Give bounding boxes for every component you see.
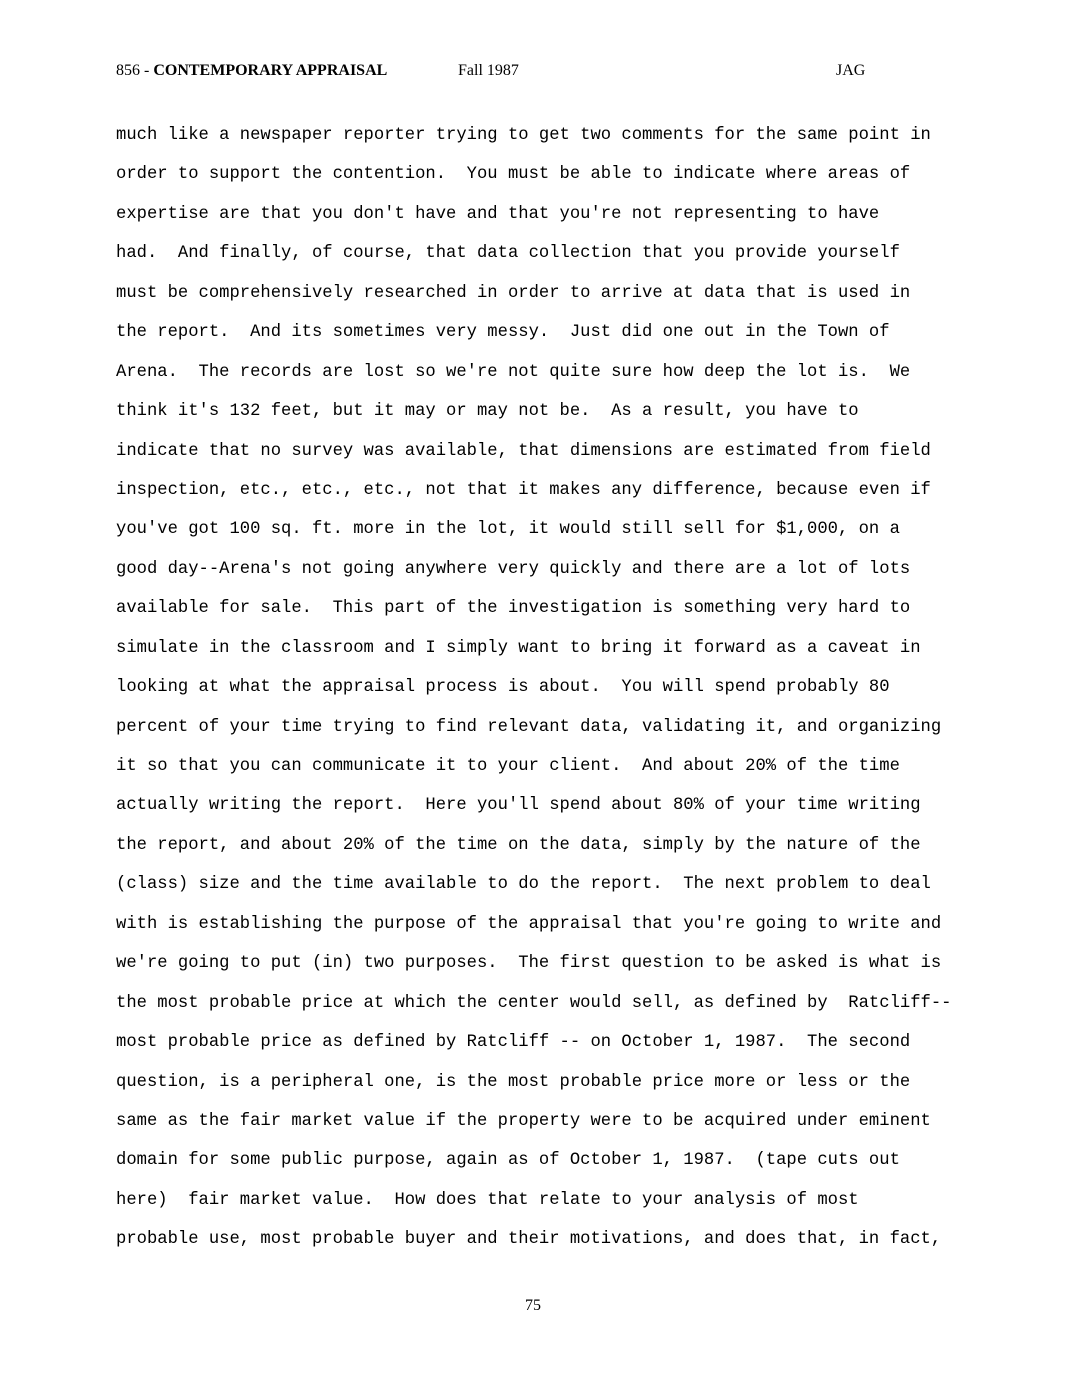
author-initials: JAG [836, 62, 866, 79]
text-line: inspection, etc., etc., etc., not that it makes any difference, because even if [116, 480, 931, 500]
text-line: indicate that no survey was available, that dimensions are estimated from field [116, 441, 931, 461]
text-line: probable use, most probable buyer and their motivations, and does that, in fact, [116, 1230, 942, 1250]
text-line: same as the fair market value if the property were to be acquired under eminent [116, 1111, 931, 1131]
text-line: domain for some public purpose, again as of October 1, 1987. (tape cuts out [116, 1151, 900, 1171]
transcript-body [116, 120, 976, 1264]
text-line: good day--Arena's not going anywhere very quickly and there are a lot of lots [116, 559, 911, 579]
text-line: expertise are that you don't have and that you're not representing to have [116, 204, 880, 224]
text-line: order to support the contention. You must be able to indicate where areas of [116, 165, 911, 185]
text-line: available for sale. This part of the investigation is something very hard to [116, 599, 911, 619]
text-line: the report. And its sometimes very messy. Just did one out in the Town of [116, 323, 890, 343]
course-heading [116, 62, 387, 80]
text-line: think it's 132 feet, but it may or may not be. As a result, you have to [116, 402, 859, 422]
course-title: CONTEMPORARY APPRAISAL [153, 62, 388, 79]
text-line: must be comprehensively researched in order to arrive at data that is used in [116, 283, 911, 303]
page-header [0, 62, 1066, 86]
text-line: Arena. The records are lost so we're not quite sure how deep the lot is. We [116, 362, 911, 382]
text-line: with is establishing the purpose of the appraisal that you're going to write and [116, 914, 942, 934]
text-line: much like a newspaper reporter trying to get two comments for the same point in [116, 126, 931, 145]
text-line: the report, and about 20% of the time on the data, simply by the nature of the [116, 835, 921, 855]
text-line: (class) size and the time available to do the report. The next problem to deal [116, 875, 931, 895]
text-line: most probable price as defined by Ratcliff -- on October 1, 1987. The second [116, 1033, 911, 1053]
course-number: 856 - [116, 62, 154, 79]
text-line: the most probable price at which the center would sell, as defined by Ratcliff-- [116, 993, 952, 1013]
text-line: simulate in the classroom and I simply want to bring it forward as a caveat in [116, 638, 921, 658]
text-line: question, is a peripheral one, is the most probable price more or less or the [116, 1072, 911, 1092]
term: Fall 1987 [458, 62, 519, 79]
text-line: we're going to put (in) two purposes. The first question to be asked is what is [116, 954, 942, 974]
text-line: had. And finally, of course, that data collection that you provide yourself [116, 244, 900, 264]
text-line: it so that you can communicate it to your client. And about 20% of the time [116, 757, 900, 776]
page-number: 75 [525, 1297, 541, 1314]
text-line: percent of your time trying to find relevant data, validating it, and organizing [116, 717, 942, 737]
text-line: actually writing the report. Here you'll spend about 80% of your time writing [116, 796, 921, 816]
text-line: looking at what the appraisal process is about. You will spend probably 80 [116, 678, 890, 698]
text-line: here) fair market value. How does that relate to your analysis of most [116, 1190, 859, 1210]
text-line: you've got 100 sq. ft. more in the lot, it would still sell for $1,000, on a [116, 520, 900, 540]
